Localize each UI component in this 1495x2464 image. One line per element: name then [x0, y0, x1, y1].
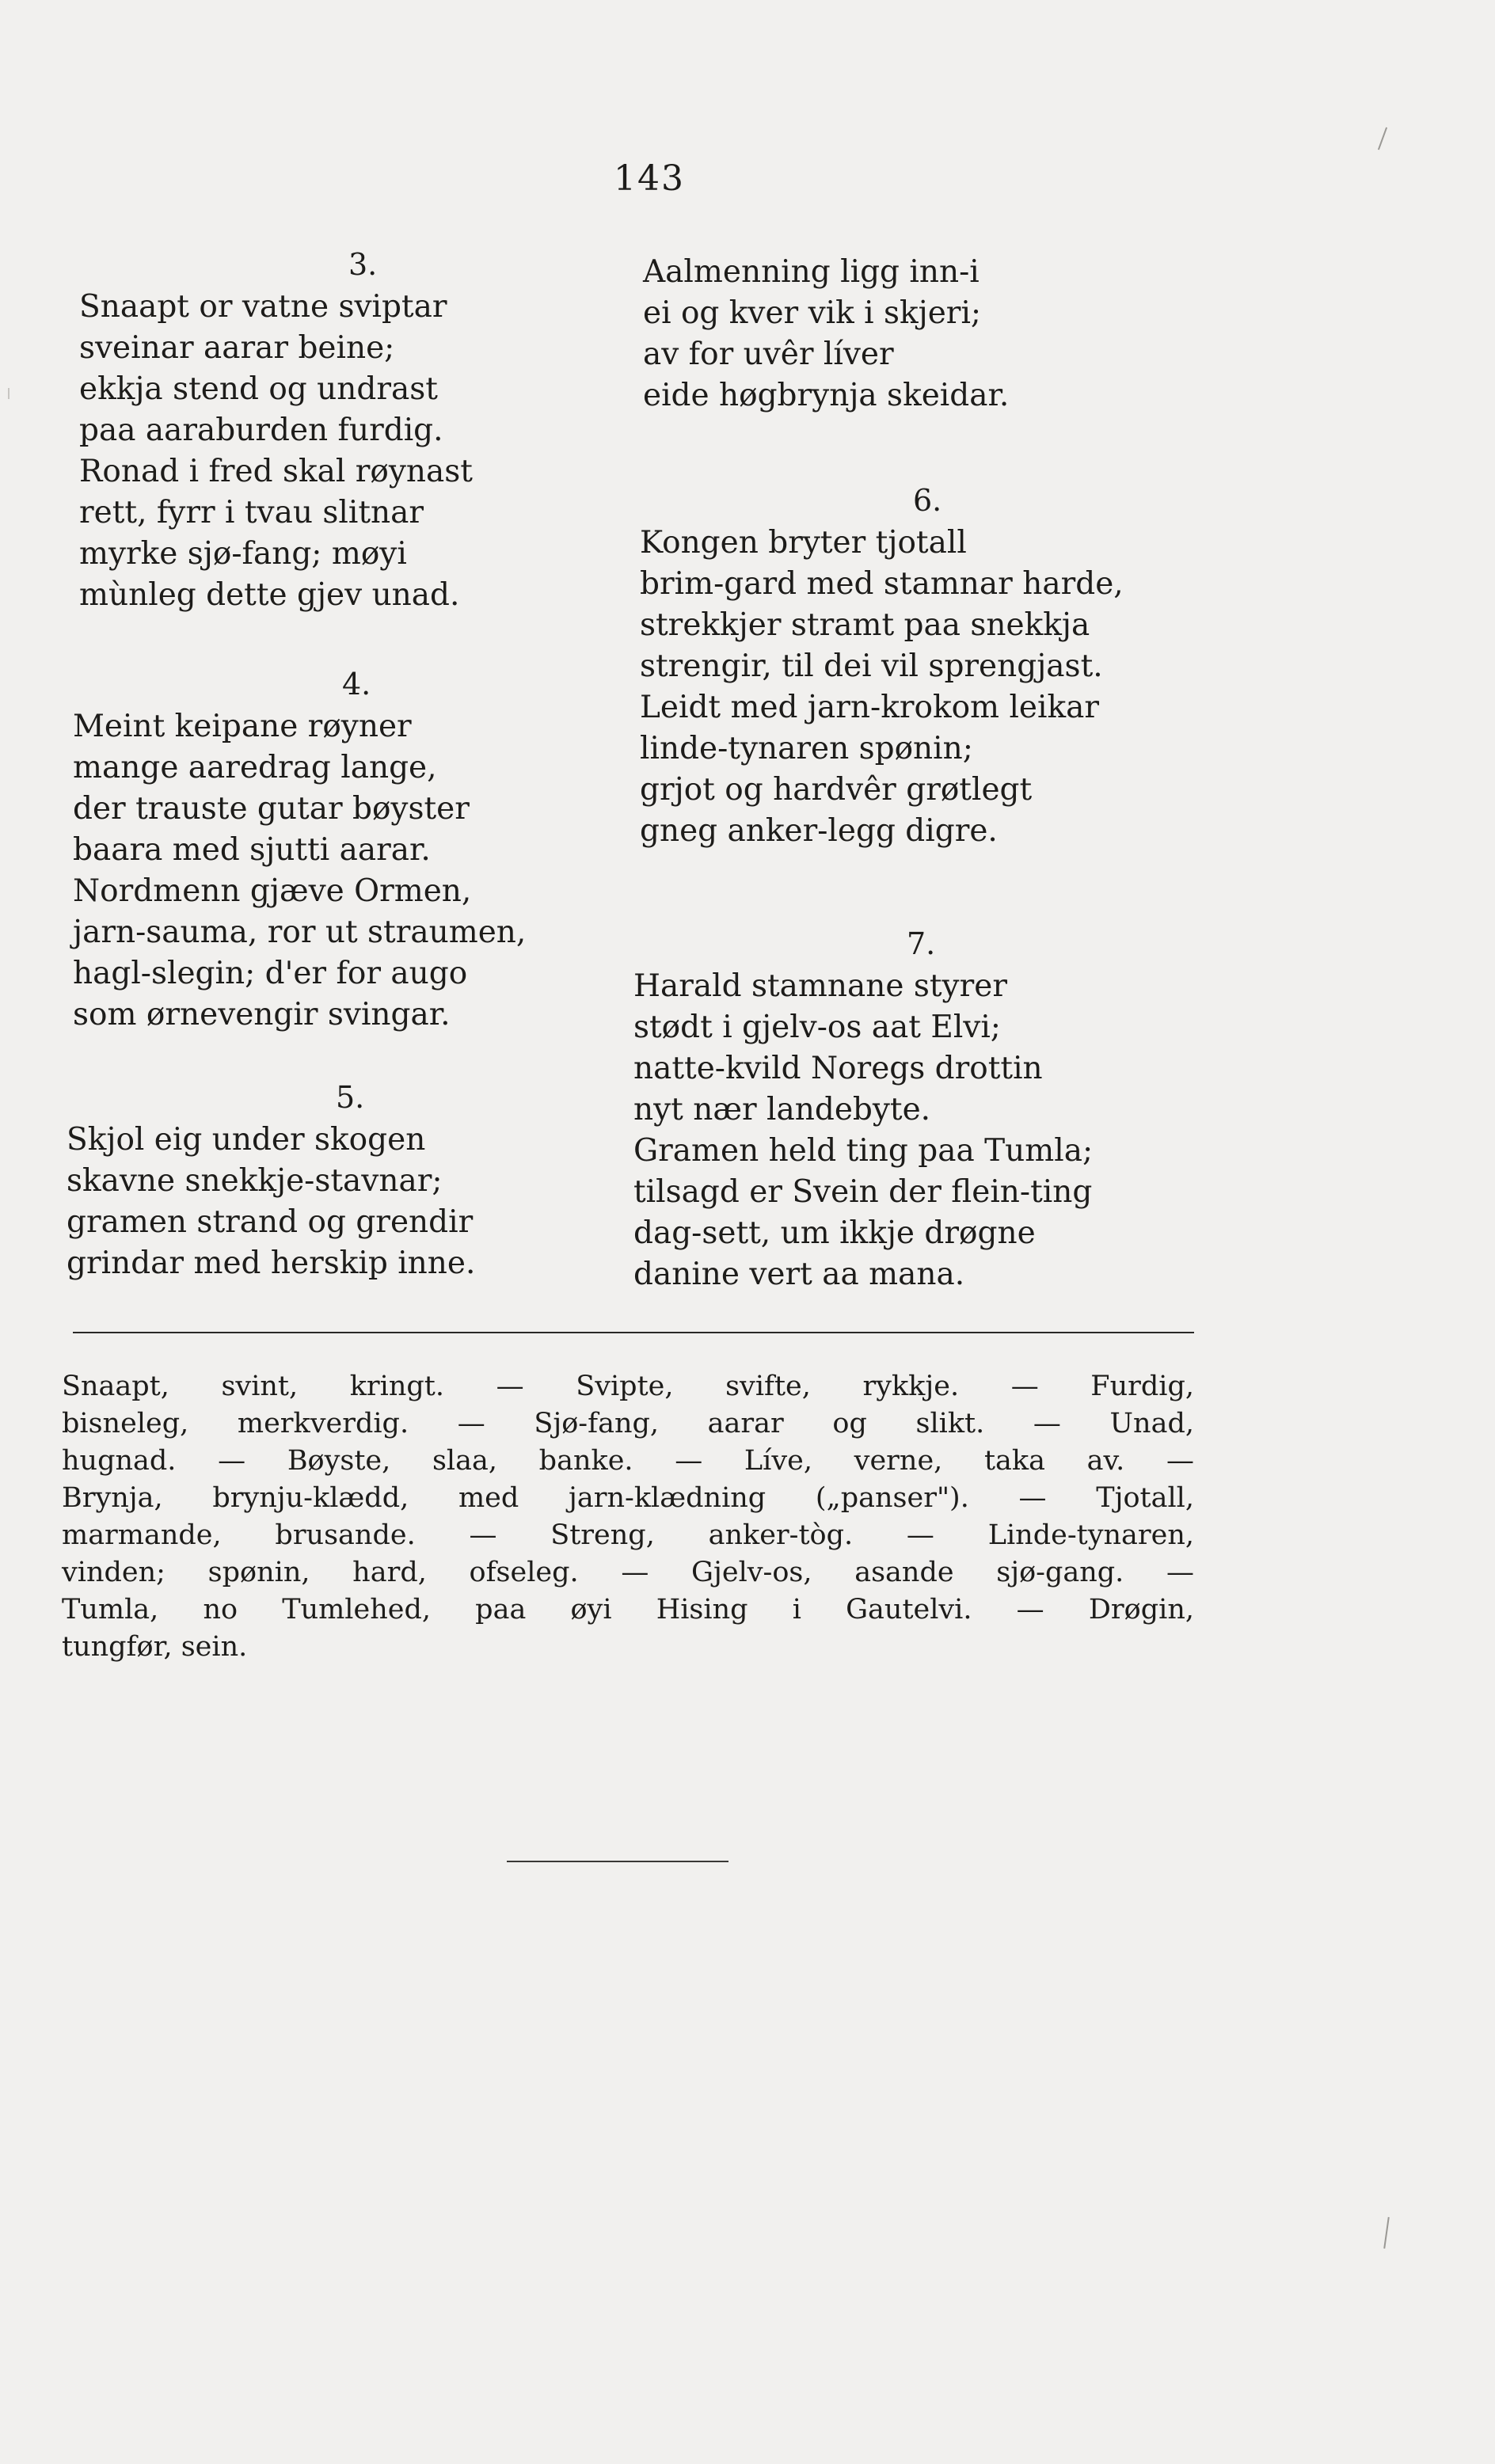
stanza-5-continued: [643, 252, 1009, 416]
verse-line: Harald stamnane styrer: [633, 968, 1007, 1004]
footnote-line: hugnad. — Bøyste, slaa, banke. — Líve, verne, taka av. —: [62, 1445, 1194, 1477]
footnote-line: vinden; spønin, hard, ofseleg. — Gjelv-os, asande sjø-gang. —: [62, 1557, 1194, 1588]
footnote-line: marmande, brusande. — Streng, anker-tòg. — Linde-tynaren,: [62, 1519, 1194, 1551]
verse-line: ei og kver vik i skjeri;: [643, 295, 982, 331]
stanza-3: [79, 244, 473, 616]
verse-line: Ronad i fred skal røynast: [79, 454, 473, 489]
stanza-7: [633, 923, 1093, 1295]
verse-line: sveinar aarar beine;: [79, 330, 395, 366]
verse-line: grjot og hardvêr grøtlegt: [640, 772, 1033, 808]
verse-line: mùnleg dette gjev unad.: [79, 577, 460, 613]
margin-mark: [1378, 127, 1387, 150]
verse-line: som ørnevengir svingar.: [73, 997, 451, 1032]
stanza-4: [73, 664, 526, 1036]
margin-mark: [8, 388, 10, 399]
verse-line: brim-gard med stamnar harde,: [640, 566, 1124, 602]
verse-line: mange aaredrag lange,: [73, 750, 437, 785]
verse-line: baara med sjutti aarar.: [73, 832, 431, 868]
verse-line: hagl-slegin; d'er for augo: [73, 956, 468, 991]
verse-line: stødt i gjelv-os aat Elvi;: [633, 1010, 1001, 1045]
stanza-5: [67, 1077, 475, 1284]
verse-line: gramen strand og grendir: [67, 1204, 474, 1240]
footnotes: [62, 1368, 1194, 1666]
verse-line: rett, fyrr i tvau slitnar: [79, 495, 424, 530]
verse-line: Gramen held ting paa Tumla;: [633, 1133, 1094, 1169]
verse-line: der trauste gutar bøyster: [73, 791, 470, 827]
verse-line: ekkja stend og undrast: [79, 371, 438, 407]
verse-line: Meint keipane røyner: [73, 709, 412, 744]
verse-line: av for uvêr líver: [643, 337, 894, 372]
verse-line: Nordmenn gjæve Ormen,: [73, 873, 472, 909]
stanza-6: [640, 480, 1124, 852]
verse-line: danine vert aa mana.: [633, 1257, 965, 1292]
footnote-line: Snaapt, svint, kringt. — Svipte, svifte, rykkje. — Furdig,: [62, 1371, 1194, 1402]
footnote-separator-rule: [73, 1332, 1194, 1333]
verse-line: nyt nær landebyte.: [633, 1092, 931, 1127]
verse-line: linde-tynaren spønin;: [640, 731, 973, 766]
footnote-line: Brynja, brynju-klædd, med jarn-klædning („panser"). — Tjotall,: [62, 1482, 1194, 1514]
verse-line: paa aaraburden furdig.: [79, 413, 443, 448]
margin-mark: [1383, 2217, 1390, 2249]
stanza-number: 4.: [342, 667, 371, 702]
verse-line: gneg anker-legg digre.: [640, 813, 998, 849]
end-rule: [507, 1861, 728, 1862]
stanza-number: 5.: [336, 1080, 365, 1115]
verse-line: tilsagd er Svein der flein-ting: [633, 1174, 1093, 1210]
stanza-number: 6.: [913, 483, 942, 518]
verse-line: jarn-sauma, ror ut straumen,: [73, 914, 527, 950]
footnote-line: Tumla, no Tumlehed, paa øyi Hising i Gautelvi. — Drøgin,: [62, 1594, 1194, 1626]
stanza-number: 3.: [348, 247, 378, 282]
verse-line: Leidt med jarn-krokom leikar: [640, 690, 1099, 725]
verse-line: Kongen bryter tjotall: [640, 525, 967, 561]
verse-line: Snaapt or vatne sviptar: [79, 289, 447, 325]
verse-line: myrke sjø-fang; møyi: [79, 536, 407, 572]
verse-line: skavne snekkje-stavnar;: [67, 1163, 443, 1199]
stanza-number: 7.: [907, 926, 936, 961]
page-number: 143: [614, 158, 685, 199]
footnote-line: tungfør, sein.: [62, 1631, 248, 1663]
footnote-line: bisneleg, merkverdig. — Sjø-fang, aarar og slikt. — Unad,: [62, 1408, 1194, 1439]
verse-line: dag-sett, um ikkje drøgne: [633, 1215, 1036, 1251]
verse-line: Skjol eig under skogen: [67, 1122, 426, 1158]
verse-line: eide høgbrynja skeidar.: [643, 378, 1010, 413]
verse-line: Aalmenning ligg inn-i: [643, 254, 980, 290]
verse-line: strekkjer stramt paa snekkja: [640, 607, 1090, 643]
verse-line: natte-kvild Noregs drottin: [633, 1051, 1043, 1086]
verse-line: grindar med herskip inne.: [67, 1245, 476, 1281]
verse-line: strengir, til dei vil sprengjast.: [640, 648, 1103, 684]
